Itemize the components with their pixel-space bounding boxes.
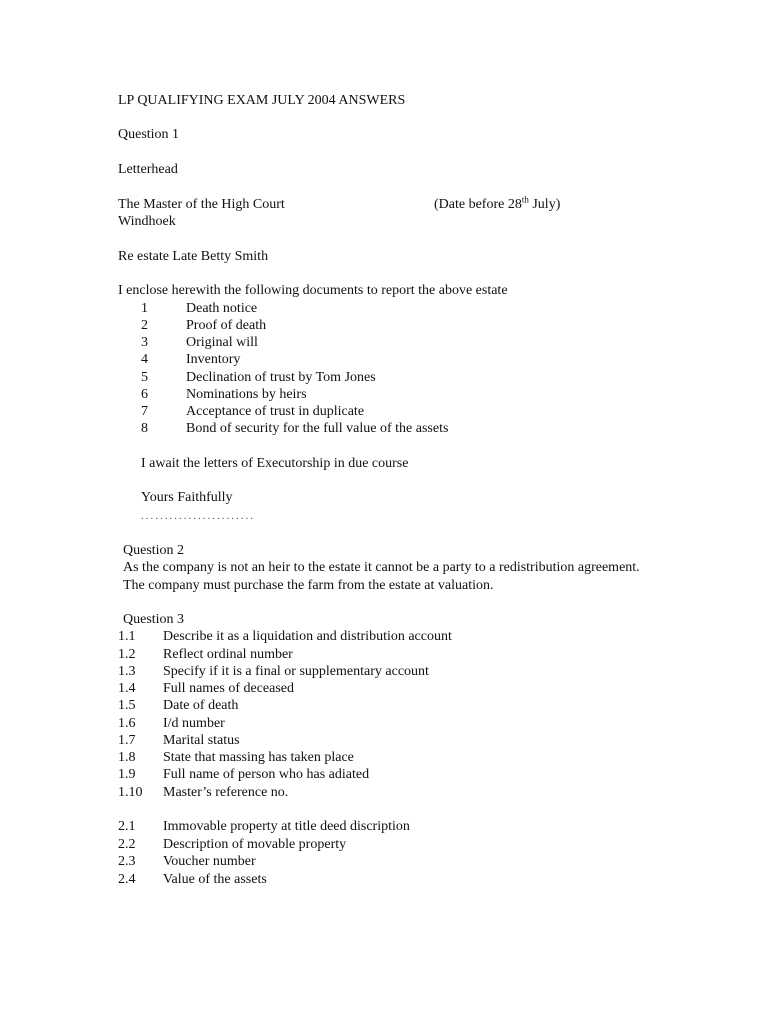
list-item-number: 2.2 [118, 837, 136, 852]
list-item-text: Describe it as a liquidation and distribution account [163, 629, 452, 644]
list-item-text: Voucher number [163, 854, 256, 869]
q2-line-1: As the company is not an heir to the estate it cannot be a party to a redistribution agreement. [123, 560, 640, 575]
list-item-number: 1.3 [118, 664, 136, 679]
letterhead-label: Letterhead [118, 162, 178, 177]
list-item-number: 2.4 [118, 872, 136, 887]
list-item-number: 1.4 [118, 681, 136, 696]
list-item-number: 2.1 [118, 819, 136, 834]
list-item-number: 1.7 [118, 733, 136, 748]
list-item-text: Reflect ordinal number [163, 647, 293, 662]
date-note [434, 196, 560, 213]
q3-heading: Question 3 [123, 612, 185, 627]
list-item-number: 2.3 [118, 854, 136, 869]
list-item-text: Declination of trust by Tom Jones [186, 370, 376, 385]
list-item-text: I/d number [163, 716, 225, 731]
city: Windhoek [118, 214, 176, 229]
list-item-number: 7 [141, 404, 148, 419]
list-item-number: 1.6 [118, 716, 136, 731]
list-item-text: Marital status [163, 733, 240, 748]
closing: Yours Faithfully [141, 490, 233, 505]
list-item-text: Immovable property at title deed discription [163, 819, 410, 834]
list-item-text: Proof of death [186, 318, 267, 333]
list-item-text: Full name of person who has adiated [163, 767, 370, 782]
list-item-number: 2 [141, 318, 148, 333]
list-item-text: Date of death [163, 698, 239, 713]
list-item-number: 1.9 [118, 767, 136, 782]
list-item-number: 5 [141, 370, 148, 385]
list-item-number: 1.10 [118, 785, 143, 800]
list-item-text: State that massing has taken place [163, 750, 354, 765]
await-line: I await the letters of Executorship in due course [141, 456, 409, 471]
date-prefix: (Date before 28 [434, 197, 522, 212]
q2-line-2: The company must purchase the farm from the estate at valuation. [123, 578, 494, 593]
list-item-number: 6 [141, 387, 148, 402]
list-item-text: Acceptance of trust in duplicate [186, 404, 365, 419]
enclosure-intro: I enclose herewith the following documents to report the above estate [118, 283, 508, 298]
list-item-text: Specify if it is a final or supplementary account [163, 664, 429, 679]
list-item-number: 1 [141, 301, 148, 316]
signature-line: ........................ [141, 510, 255, 522]
list-item-text: Value of the assets [163, 872, 267, 887]
list-item-text: Description of movable property [163, 837, 347, 852]
list-item-text: Full names of deceased [163, 681, 295, 696]
list-item-number: 1.1 [118, 629, 136, 644]
q2-heading: Question 2 [123, 543, 185, 558]
list-item-number: 1.5 [118, 698, 136, 713]
date-suffix: July) [528, 197, 561, 212]
list-item-number: 8 [141, 421, 148, 436]
list-item-number: 4 [141, 352, 148, 367]
list-item-text: Nominations by heirs [186, 387, 307, 402]
addressee: The Master of the High Court [118, 197, 285, 212]
list-item-text: Death notice [186, 301, 258, 316]
date-sup: th [521, 194, 529, 205]
q1-heading: Question 1 [118, 127, 180, 142]
document-title: LP QUALIFYING EXAM JULY 2004 ANSWERS [118, 93, 406, 108]
list-item-text: Inventory [186, 352, 241, 367]
list-item-number: 3 [141, 335, 148, 350]
re-line: Re estate Late Betty Smith [118, 249, 269, 264]
list-item-number: 1.2 [118, 647, 136, 662]
list-item-text: Bond of security for the full value of the assets [186, 421, 449, 436]
list-item-text: Master’s reference no. [163, 785, 289, 800]
list-item-number: 1.8 [118, 750, 136, 765]
list-item-text: Original will [186, 335, 258, 350]
